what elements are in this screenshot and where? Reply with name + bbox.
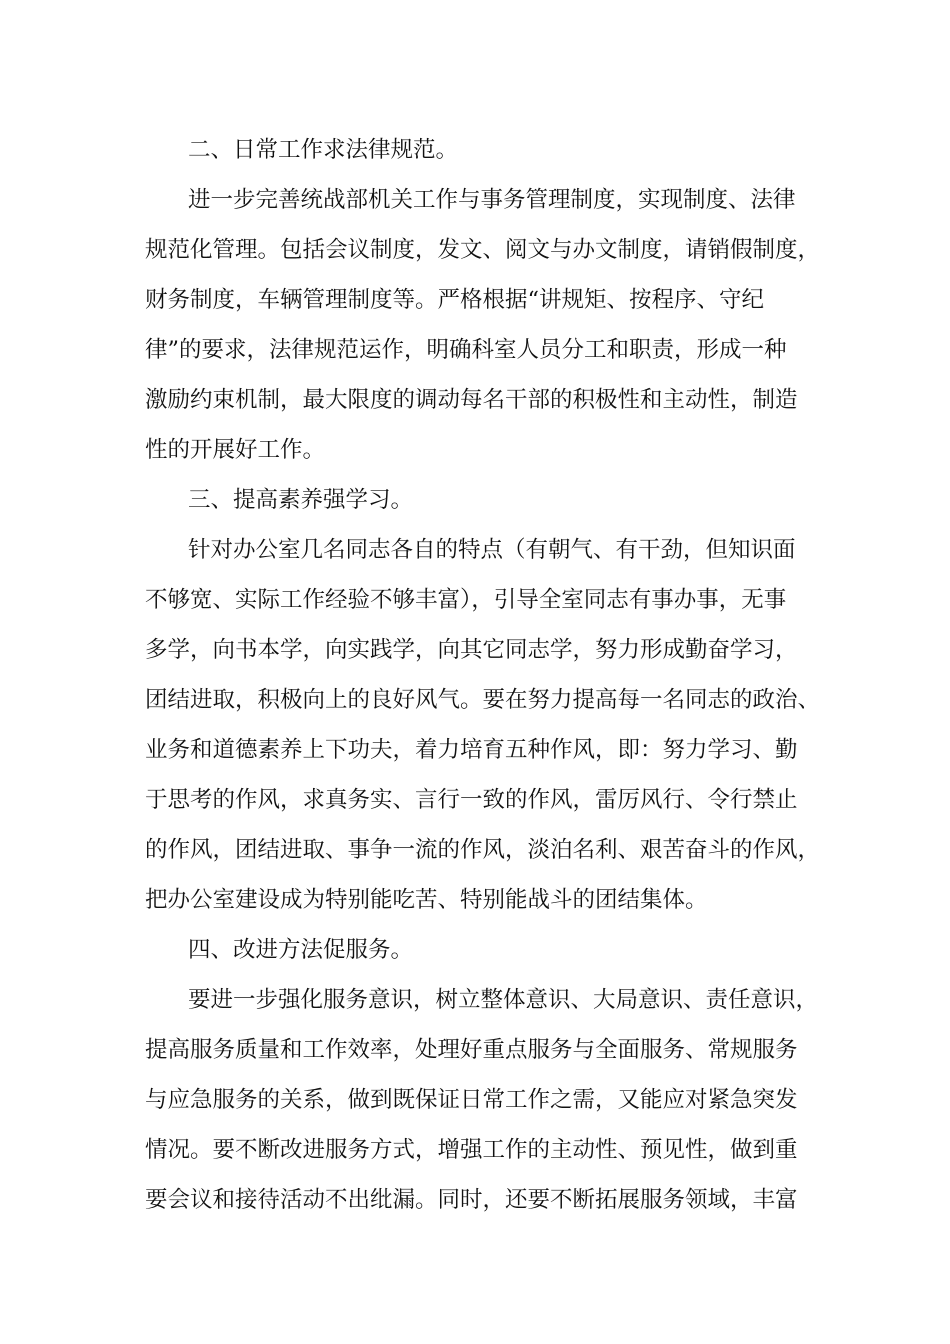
paragraph-line: 不够宽、实际工作经验不够丰富），引导全室同志有事办事，无事	[145, 587, 787, 613]
heading-section-2: 二、日常工作求法律规范。	[188, 137, 459, 163]
paragraph-line: 激励约束机制，最大限度的调动每名干部的积极性和主动性，制造	[145, 387, 798, 413]
paragraph-line: 情况。要不断改进服务方式，增强工作的主动性、预见性，做到重	[145, 1137, 798, 1163]
paragraph-line: 业务和道德素养上下功夫，着力培育五种作风，即：努力学习、勤	[145, 737, 798, 763]
paragraph-line: 提高服务质量和工作效率，处理好重点服务与全面服务、常规服务	[145, 1037, 798, 1063]
paragraph-line: 性的开展好工作。	[145, 437, 326, 463]
paragraph-line: 于思考的作风，求真务实、言行一致的作风，雷厉风行、令行禁止	[145, 787, 798, 813]
paragraph-line: 的作风，团结进取、事争一流的作风，淡泊名利、艰苦奋斗的作风，	[145, 837, 821, 863]
paragraph-line: 财务制度，车辆管理制度等。严格根据“讲规矩、按程序、守纪	[145, 287, 765, 313]
heading-section-3: 三、提高素养强学习。	[188, 487, 414, 513]
paragraph-line: 团结进取，积极向上的良好风气。要在努力提高每一名同志的政治、	[145, 687, 821, 713]
paragraph-line: 律”的要求，法律规范运作，明确科室人员分工和职责，形成一种	[145, 337, 787, 363]
paragraph-line: 进一步完善统战部机关工作与事务管理制度，实现制度、法律	[188, 187, 796, 213]
paragraph-line: 规范化管理。包括会议制度，发文、阅文与办文制度，请销假制度，	[145, 237, 821, 263]
paragraph-line: 与应急服务的关系，做到既保证日常工作之需，又能应对紧急突发	[145, 1087, 798, 1113]
paragraph-line: 要会议和接待活动不出纰漏。同时，还要不断拓展服务领域，丰富	[145, 1187, 798, 1213]
paragraph-line: 把办公室建设成为特别能吃苦、特别能战斗的团结集体。	[145, 887, 708, 913]
paragraph-line: 多学，向书本学，向实践学，向其它同志学，努力形成勤奋学习，	[145, 637, 798, 663]
heading-section-4: 四、改进方法促服务。	[188, 937, 414, 963]
paragraph-line: 针对办公室几名同志各自的特点（有朝气、有干劲，但知识面	[188, 537, 796, 563]
paragraph-line: 要进一步强化服务意识，树立整体意识、大局意识、责任意识，	[188, 987, 819, 1013]
